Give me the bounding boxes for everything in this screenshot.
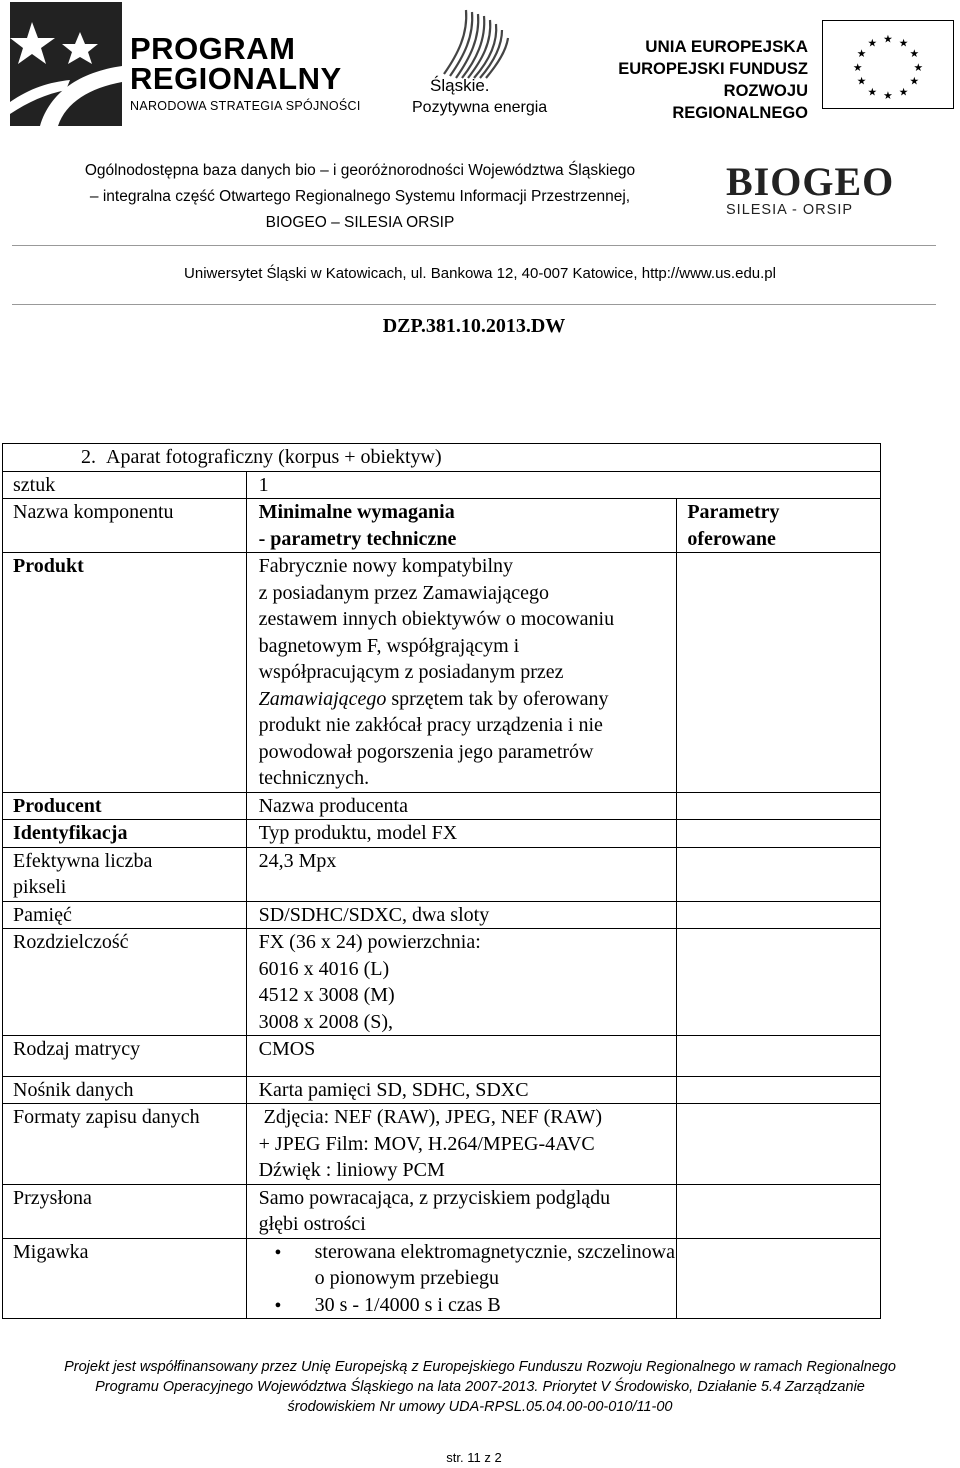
row-value-resolution	[246, 929, 677, 1036]
formats-line: Zdjęcia: NEF (RAW), JPEG, NEF (RAW)	[258, 1106, 603, 1128]
svg-text:★: ★	[856, 47, 867, 61]
table-row	[3, 792, 881, 820]
col-offered-line-2: oferowane	[687, 527, 776, 550]
eu-line-1: UNIA EUROPEJSKA	[645, 37, 808, 56]
shutter-bullet-list	[259, 1239, 677, 1319]
title-number: 2.	[81, 446, 96, 468]
footer-funding	[0, 1357, 960, 1417]
resolution-line: FX (36 x 24) powierzchnia:	[258, 931, 481, 953]
table-row	[3, 901, 881, 929]
row-value-producent: Nazwa producenta	[246, 792, 677, 820]
database-info	[0, 158, 720, 236]
row-value-pixels: 24,3 Mpx	[246, 847, 677, 901]
svg-text:★: ★	[867, 85, 878, 99]
table-row	[3, 553, 881, 793]
offered-cell	[677, 792, 881, 820]
col-component-header: Nazwa komponentu	[3, 499, 247, 553]
quantity-value: 1	[246, 471, 880, 499]
slaskie-name: Śląskie.	[430, 76, 490, 95]
divider-bottom	[12, 304, 936, 305]
program-regionalny-text	[130, 31, 361, 114]
table-title	[3, 444, 881, 472]
resolution-line: 6016 x 4016 (L)	[258, 957, 390, 980]
table-row	[3, 1036, 881, 1077]
offered-cell	[677, 1184, 881, 1238]
eu-flag-icon	[822, 20, 954, 109]
row-name-formats: Formaty zapisu danych	[3, 1104, 247, 1185]
database-info-line-3: BIOGEO – SILESIA ORSIP	[265, 214, 455, 231]
row-value-media: Karta pamięci SD, SDHC, SDXC	[246, 1076, 677, 1104]
aperture-line: Samo powracająca, z przyciskiem podglądu	[258, 1186, 611, 1209]
slaskie-logo-icon	[438, 4, 514, 84]
table-row	[3, 1104, 881, 1185]
biogeo-sub: SILESIA - ORSIP	[726, 202, 854, 218]
produkt-line: bagnetowym F, współgrającym i	[258, 634, 520, 657]
biogeo-word: BIOGEO	[726, 159, 895, 204]
quantity-label: sztuk	[3, 471, 247, 499]
table-row	[3, 847, 881, 901]
produkt-line: współpracującym z posiadanym przez	[258, 661, 564, 683]
offered-cell	[677, 553, 881, 793]
offered-cell	[677, 1104, 881, 1185]
aperture-line: głębi ostrości	[258, 1213, 366, 1235]
page-number: str. 11 z 2	[446, 1450, 502, 1465]
row-name-media: Nośnik danych	[3, 1076, 247, 1104]
reference-number: DZP.381.10.2013.DW	[382, 315, 566, 337]
offered-cell	[677, 1036, 881, 1077]
shutter-bullet: ● 30 s - 1/4000 s i czas B	[315, 1292, 677, 1319]
shutter-bullet: ● sterowana elektromagnetycznie, szczelinowa o pionowym przebiegu	[315, 1239, 677, 1292]
spec-table	[2, 443, 881, 1319]
produkt-italic-word: Zamawiającego	[258, 687, 387, 710]
col-requirements-line-2: - parametry techniczne	[258, 527, 457, 550]
regionalny-line: REGIONALNY	[130, 61, 342, 96]
col-offered-header	[677, 499, 881, 553]
col-requirements-line-1: Minimalne wymagania	[258, 501, 455, 523]
produkt-line: technicznych.	[258, 767, 370, 789]
svg-text:★: ★	[898, 36, 909, 50]
row-value-produkt	[246, 553, 677, 793]
col-offered-line-1: Parametry	[687, 501, 780, 523]
eu-text	[586, 36, 808, 124]
svg-text:★: ★	[909, 47, 920, 61]
produkt-line: z posiadanym przez Zamawiającego	[258, 581, 550, 604]
resolution-line: 3008 x 2008 (S),	[258, 1010, 394, 1033]
table-row	[3, 820, 881, 848]
table-row	[3, 1184, 881, 1238]
quantity-row	[3, 471, 881, 499]
row-name-pixels: Efektywna liczba pikseli	[3, 847, 247, 901]
program-line: PROGRAM	[130, 31, 296, 66]
offered-cell	[677, 1238, 881, 1319]
logo-row	[0, 0, 960, 140]
produkt-line: powodował pogorszenia jego parametrów	[258, 740, 594, 763]
row-value-sensor: CMOS	[246, 1036, 677, 1077]
produkt-line: zestawem innych obiektywów o mocowaniu	[258, 608, 615, 630]
strategy-line: NARODOWA STRATEGIA SPÓJNOŚCI	[130, 99, 361, 113]
table-row	[3, 1238, 881, 1319]
table-row	[3, 1076, 881, 1104]
row-name-aperture: Przysłona	[3, 1184, 247, 1238]
address: Uniwersytet Śląski w Katowicach, ul. Bankowa 12, 40-007 Katowice, http://www.us.edu.pl	[184, 265, 776, 282]
row-name-memory: Pamięć	[3, 901, 247, 929]
footer-line-1: Projekt jest współfinansowany przez Unię Europejską z Europejskiego Funduszu Rozwoju Regionalnego w ramach Regionalnego	[64, 1359, 896, 1375]
title-text: Aparat fotograficzny (korpus + obiektyw)	[106, 446, 442, 468]
database-info-line-2: – integralna część Otwartego Regionalnego Systemu Informacji Przestrzennej,	[89, 188, 631, 205]
header-row	[3, 499, 881, 553]
offered-cell	[677, 929, 881, 1036]
row-name-produkt: Produkt	[3, 553, 247, 793]
formats-line: + JPEG Film: MOV, H.264/MPEG-4AVC	[258, 1132, 595, 1155]
offered-cell	[677, 901, 881, 929]
svg-text:★: ★	[883, 32, 893, 46]
svg-text:★: ★	[913, 60, 924, 74]
row-value-aperture	[246, 1184, 677, 1238]
svg-text:★: ★	[898, 85, 909, 99]
row-name-resolution: Rozdzielczość	[3, 929, 247, 1036]
svg-text:★: ★	[867, 36, 878, 50]
col-requirements-header	[246, 499, 677, 553]
slaskie-tagline: Pozytywna energia	[412, 99, 548, 116]
footer-line-3: środowiskiem Nr umowy UDA-RPSL.05.04.00-00-010/11-00	[287, 1399, 673, 1415]
row-name-sensor: Rodzaj matrycy	[3, 1036, 247, 1077]
row-name-shutter: Migawka	[3, 1238, 247, 1319]
svg-text:★: ★	[852, 60, 863, 74]
svg-text:★: ★	[883, 89, 893, 103]
divider-top	[12, 245, 936, 246]
footer-line-2: Programu Operacyjnego Województwa Śląskiego na lata 2007-2013. Priorytet V Środowisko, Działanie 5.4 Zarządzanie	[95, 1379, 865, 1395]
offered-cell	[677, 847, 881, 901]
row-name-identyfikacja: Identyfikacja	[3, 820, 247, 848]
eu-line-2: EUROPEJSKI FUNDUSZ	[618, 60, 808, 78]
program-regionalny-logo-icon	[10, 2, 122, 126]
produkt-line: produkt nie zakłócał pracy urządzenia i nie	[258, 714, 603, 736]
svg-text:★: ★	[856, 74, 867, 88]
row-value-identyfikacja: Typ produktu, model FX	[246, 820, 677, 848]
resolution-line: 4512 x 3008 (M)	[258, 984, 395, 1006]
database-info-line-1: Ogólnodostępna baza danych bio – i georóżnorodności Województwa Śląskiego	[84, 162, 636, 179]
produkt-line	[259, 686, 677, 713]
offered-cell	[677, 1076, 881, 1104]
row-value-shutter	[246, 1238, 677, 1319]
biogeo-logo	[726, 159, 895, 222]
produkt-line: Fabrycznie nowy kompatybilny	[258, 555, 514, 577]
offered-cell	[677, 820, 881, 848]
formats-line: Dźwięk : liniowy PCM	[258, 1159, 445, 1181]
row-value-memory: SD/SDHC/SDXC, dwa sloty	[246, 901, 677, 929]
produkt-line-tail: sprzętem tak by oferowany	[386, 687, 609, 710]
svg-text:★: ★	[909, 74, 920, 88]
row-value-formats	[246, 1104, 677, 1185]
table-row	[3, 929, 881, 1036]
row-name-producent: Producent	[3, 792, 247, 820]
eu-line-3: ROZWOJU REGIONALNEGO	[672, 82, 808, 122]
table-title-row	[3, 444, 881, 472]
